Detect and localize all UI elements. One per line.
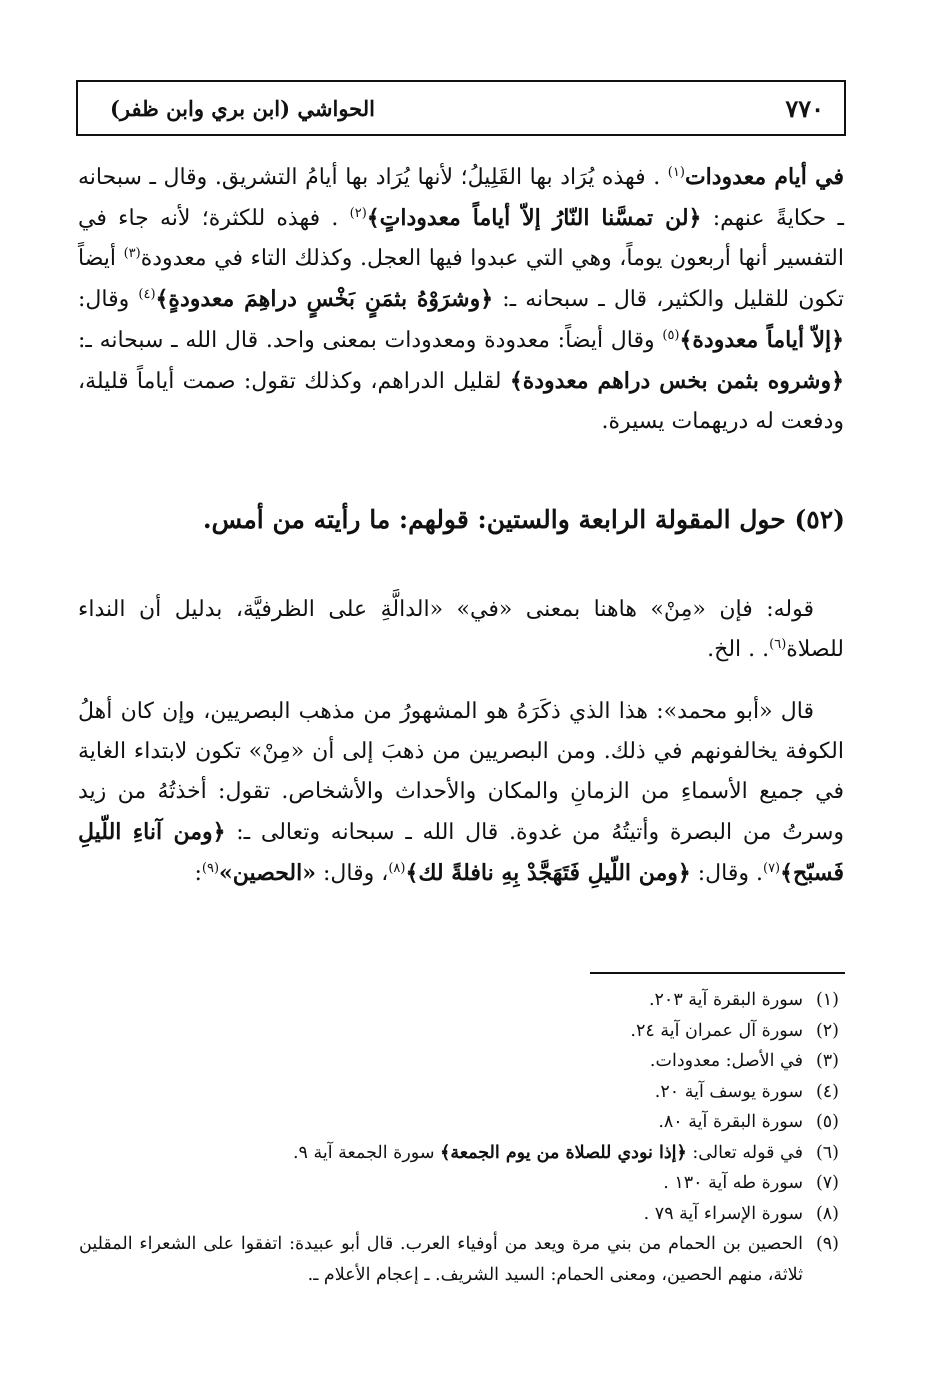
footnote-ref: (٤): [138, 287, 156, 302]
footnote-ref: (٨): [388, 861, 406, 876]
footnote-6: [79, 1138, 839, 1169]
section-heading: (٥٢) حول المقولة الرابعة والستين: قولهم: ما رأيته من أمس.: [202, 505, 845, 534]
text-run: قوله: فإن «مِنْ» هاهنا بمعنى «في» «الدالَّةِ على الظرفيَّة، بدليل أن النداء للصلاة: [78, 597, 844, 662]
text-run: . فهذه للكثرة؛ لأنه جاء في التفسير أنها أربعون يوماً، وهي التي عبدوا فيها العجل. وكذلك التاء في معدودة: [78, 206, 844, 271]
footnote-ref: (٦): [769, 637, 787, 652]
text-run: . وقال:: [697, 861, 763, 886]
footnote-separator: [590, 972, 845, 974]
text-run: ، وقال:: [323, 861, 389, 886]
footnote-ref: (٧): [762, 861, 781, 876]
text-run: لقليل الدراهم، وكذلك تقول: صمت أياماً قليلة، ودفعت له دريهمات يسيرة.: [78, 369, 844, 434]
footnote-number: (٦): [815, 1142, 839, 1163]
footnote-5: [79, 1107, 839, 1138]
footnote-text: الحصين بن الحمام من بني مرة ويعد من أوفياء العرب. قال أبو عبيدة: اتفقوا على الشعراء المقلين ثلاثة، منهم الحصين، ومعنى الحمام: السيد الشريف. ـ إعجام الأعلام ـ.: [79, 1234, 803, 1285]
text-run: سورة الجمعة آية ٩.: [292, 1142, 435, 1163]
text-run: . فهذه يُرَاد بها القَلِيلُ؛ لأنها يُرَاد بها أيامُ التشريق. وقال ـ سبحانه ـ حكايةً عنهم:: [78, 165, 844, 231]
text-run: . . الخ.: [707, 637, 770, 662]
quran-quote: ﴿إلاّ أياماً معدودة﴾: [679, 327, 845, 353]
footnote-number: (٥): [815, 1112, 839, 1132]
footnote-text: سورة الإسراء آية ٧٩ .: [643, 1203, 803, 1224]
paragraph-2: [78, 590, 844, 670]
footnotes: [79, 985, 839, 1290]
text-run: :: [194, 861, 202, 886]
footnote-number: (٤): [815, 1081, 839, 1102]
quran-quote: ﴿لن تمسَّنا النّارُ إلاّ أياماً معدوداتٍ﴾: [366, 205, 702, 231]
footnote-text: سورة يوسف آية ٢٠.: [654, 1081, 803, 1102]
quoted-name: «الحصين»: [219, 860, 316, 886]
quran-quote: ﴿وشرَوْهُ بثمَنٍ بَخْسٍ دراهِمَ معدودةٍ﴾: [155, 286, 494, 312]
quran-quote: ﴿ومن اللّيلِ فَتَهَجَّدْ بِهِ نافلةً لك﴾: [405, 860, 691, 886]
footnote-number: (١): [815, 990, 839, 1010]
footnote-number: (٨): [815, 1203, 839, 1224]
footnote-4: [79, 1077, 839, 1108]
text-run: وقال:: [78, 287, 130, 312]
footnote-text: سورة البقرة آية ٢٠٣.: [648, 990, 803, 1010]
quran-quote: ﴿إذا نودي للصلاة من يوم الجمعة﴾: [440, 1142, 687, 1163]
footnote-7: [79, 1168, 839, 1199]
footnote-ref: (٣): [123, 246, 141, 261]
footnote-1: [79, 985, 839, 1016]
footnote-text: سورة آل عمران آية ٢٤.: [630, 1020, 803, 1041]
quran-quote: ﴿وشروه بثمن بخس دراهم معدودة﴾: [509, 368, 845, 394]
quran-quote: في أيام معدودات: [684, 164, 845, 190]
footnote-text: سورة البقرة آية ٨٠.: [658, 1112, 803, 1132]
paragraph-3: [78, 692, 844, 894]
footnote-8: [79, 1199, 839, 1230]
footnote-2: [79, 1016, 839, 1047]
footnote-ref: (١): [667, 165, 685, 180]
footnote-number: (٣): [815, 1051, 839, 1071]
footnote-number: (٢): [815, 1020, 839, 1041]
running-title: الحواشي (ابن بري وابن ظفر): [110, 96, 375, 121]
footnote-text: سورة طه آية ١٣٠ .: [663, 1173, 803, 1193]
text-run: أيضاً تكون للقليل والكثير، قال ـ سبحانه ـ:: [78, 246, 845, 312]
text-run: وقال أيضاً: معدودة ومعدودات بمعنى واحد. قال الله ـ سبحانه ـ:: [78, 328, 655, 353]
quran-quote: ﴿ومن آناءِ اللّيلِ فَسبّح﴾: [78, 819, 844, 886]
footnote-text: [79, 1138, 803, 1169]
footnote-9: [79, 1229, 839, 1290]
footnote-3: [79, 1046, 839, 1077]
footnote-ref: (٥): [662, 328, 680, 343]
page-header: [76, 80, 846, 136]
paragraph-1: [78, 157, 844, 442]
text-run: قال «أبو محمد»: هذا الذي ذكَرَهُ هو المشهورُ من مذهب البصريين، وإن كان أهلُ الكوفة يخالفونهم في ذلك. ومن البصريين من ذهبَ إلى أن «مِنْ» تكون لابتداء الغاية في جميع الأسماءِ من الزمانِ والمكان والأحداث والأشخاص. تقول: أخذتُهُ من زيد وسرتُ من البصرة وأتيتُهُ من غدوة. قال الله ـ سبحانه وتعالى ـ:: [78, 699, 844, 845]
footnote-text: في الأصل: معدودات.: [649, 1051, 803, 1071]
footnote-number: (٧): [815, 1173, 839, 1193]
footnote-ref: (٢): [349, 206, 367, 221]
text-run: في قوله تعالى:: [692, 1142, 803, 1163]
footnote-ref: (٩): [201, 861, 220, 876]
page-number: ٧٧٠: [785, 94, 824, 123]
footnote-number: (٩): [815, 1234, 839, 1254]
